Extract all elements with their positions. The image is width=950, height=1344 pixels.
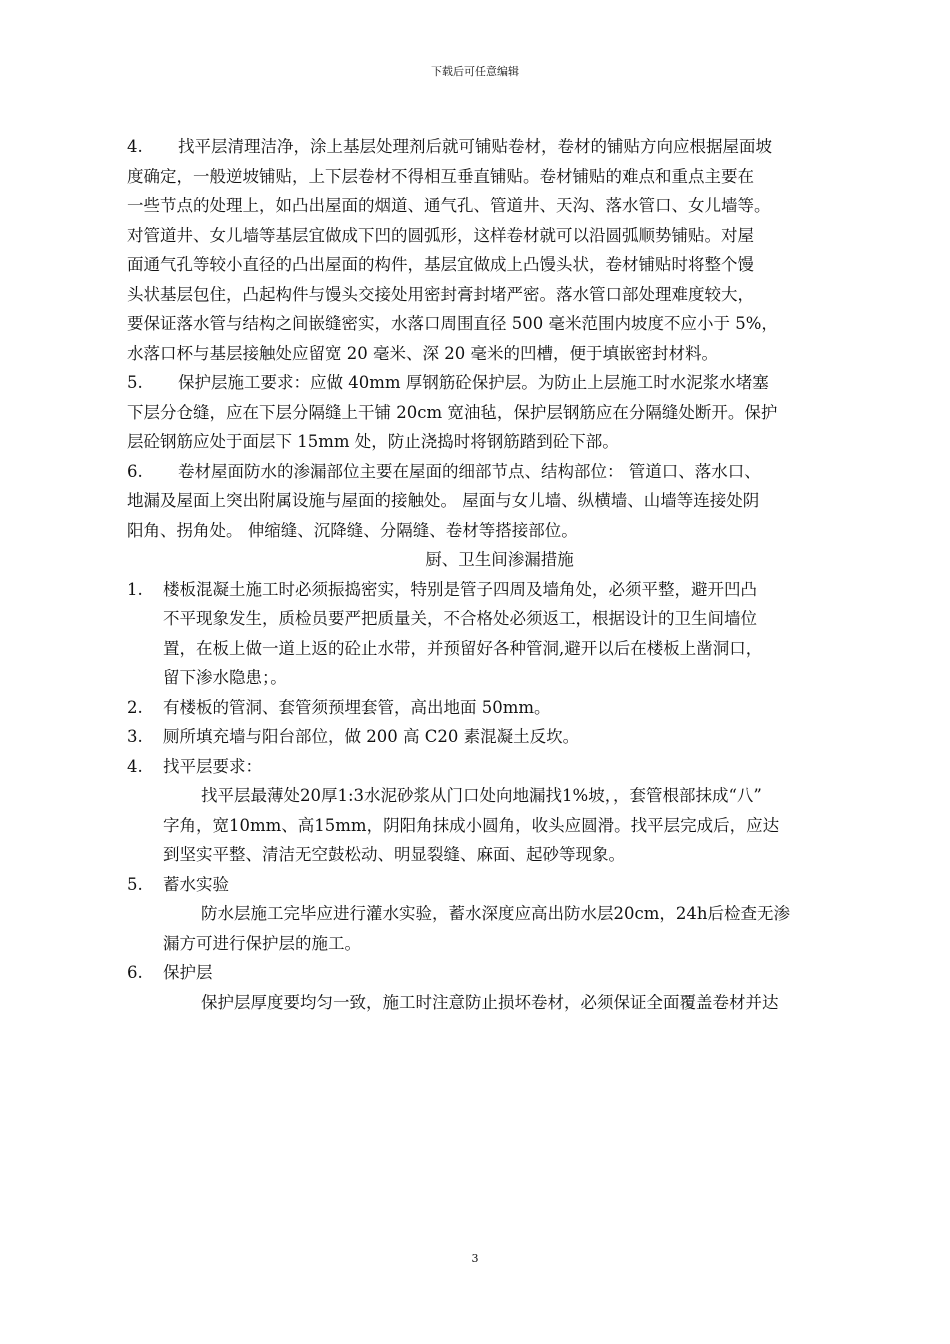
- page-number: 3: [471, 1252, 479, 1265]
- list-item: [127, 752, 872, 782]
- list-number: 4.: [127, 756, 143, 776]
- paragraph-number: 6.: [127, 461, 143, 481]
- list-item: [127, 722, 872, 752]
- paragraph-line: 下层分仓缝，应在下层分隔缝上干铺 20cm 宽油毡，保护层钢筋应在分隔缝处断开。保护: [127, 402, 778, 422]
- paragraph-number: 5.: [127, 373, 143, 392]
- list-item-body-line: 找平层最薄处20厚1:3水泥砂浆从门口处向地漏找1%坡，，套管根部抹成“八”: [201, 786, 762, 805]
- paragraph-line: 面通气孔等较小直径的凸出屋面的构件，基层宜做成上凸馒头状，卷材铺贴时将整个馒: [127, 255, 754, 274]
- list-item: [127, 870, 872, 900]
- document-body: [127, 132, 872, 1017]
- list-text: 厕所填充墙与阳台部位，做 200 高 C20 素混凝土反坎。: [163, 727, 580, 746]
- list-item-body-line: 防水层施工完毕应进行灌水实验，蓄水深度应高出防水层20cm，24h后检查无渗: [201, 904, 791, 923]
- paragraph-line: 要保证落水管与结构之间嵌缝密实，水落口周围直径 500 毫米范围内坡度不应小于 5%，: [127, 314, 778, 333]
- paragraph-line: [127, 368, 872, 398]
- list-number: 6.: [127, 963, 143, 982]
- list-item-body-line: 漏方可进行保护层的施工。: [163, 933, 361, 953]
- list-item-line: 不平现象发生，质检员要严把质量关，不合格处必须返工，根据设计的卫生间墙位: [163, 609, 757, 628]
- list-item: [127, 575, 872, 605]
- list-number: 5.: [127, 874, 143, 894]
- list-item-body-line: 字角，宽10mm、高15mm，阴阳角抹成小圆角，收头应圆滑。找平层完成后，应达: [163, 815, 780, 835]
- paragraph-text: 卷材屋面防水的渗漏部位主要在屋面的细部节点、结构部位： 管道口、落水口、: [178, 461, 761, 481]
- list-text: 蓄水实验: [163, 874, 229, 894]
- paragraph-number: 4.: [127, 137, 143, 156]
- list-item: [127, 693, 872, 723]
- paragraph-text: 保护层施工要求：应做 40mm 厚钢筋砼保护层。为防止上层施工时水泥浆水堵塞: [178, 373, 769, 392]
- paragraph-line: 水落口杯与基层接触处应留宽 20 毫米、深 20 毫米的凹槽，便于填嵌密封材料。: [127, 343, 718, 363]
- list-number: 1.: [127, 579, 143, 599]
- list-text: 保护层: [163, 963, 213, 982]
- list-item-body-line: 保护层厚度要均匀一致，施工时注意防止损坏卷材，必须保证全面覆盖卷材并达: [201, 992, 779, 1012]
- paragraph-line: 地漏及屋面上突出附属设施与屋面的接触处。 屋面与女儿墙、纵横墙、山墙等连接处阴: [127, 491, 760, 510]
- list-item: [127, 958, 872, 988]
- paragraph-line: [127, 457, 872, 487]
- paragraph-line: 阳角、拐角处。 伸缩缝、沉降缝、分隔缝、卷材等搭接部位。: [127, 520, 578, 540]
- paragraph-line: [127, 132, 872, 162]
- list-text: 有楼板的管洞、套管须预埋套管，高出地面 50mm。: [163, 697, 551, 717]
- paragraph-text: 找平层清理洁净，涂上基层处理剂后就可铺贴卷材，卷材的铺贴方向应根据屋面坡: [178, 137, 772, 156]
- paragraph-line: 一些节点的处理上，如凸出屋面的烟道、通气孔、管道井、天沟、落水管口、女儿墙等。: [127, 196, 771, 215]
- paragraph-line: 对管道井、女儿墙等基层宜做成下凹的圆弧形，这样卷材就可以沿圆弧顺势铺贴。对屋: [127, 225, 754, 245]
- list-text: 找平层要求：: [163, 756, 262, 776]
- paragraph-line: 头状基层包住，凸起构件与馒头交接处用密封膏封堵严密。落水管口部处理难度较大，: [127, 284, 754, 304]
- paragraph-line: 度确定，一般逆坡铺贴，上下层卷材不得相互垂直铺贴。卷材铺贴的难点和重点主要在: [127, 166, 754, 186]
- list-number: 2.: [127, 697, 143, 717]
- list-item-body-line: 到坚实平整、清洁无空鼓松动、明显裂缝、麻面、起砂等现象。: [163, 845, 625, 864]
- list-text: 楼板混凝土施工时必须振捣密实，特别是管子四周及墙角处，必须平整，避开凹凸: [163, 579, 757, 599]
- list-number: 3.: [127, 727, 143, 746]
- section-title: 厨、卫生间渗漏措施: [425, 550, 574, 569]
- list-item-line: 留下渗水隐患；。: [163, 668, 287, 687]
- list-item-line: 置，在板上做一道上返的砼止水带，并预留好各种管洞,避开以后在楼板上凿洞口，: [163, 638, 763, 658]
- paragraph-line: 层砼钢筋应处于面层下 15mm 处，防止浇捣时将钢筋踏到砼下部。: [127, 432, 619, 451]
- page-header: 下载后可任意编辑: [431, 65, 519, 78]
